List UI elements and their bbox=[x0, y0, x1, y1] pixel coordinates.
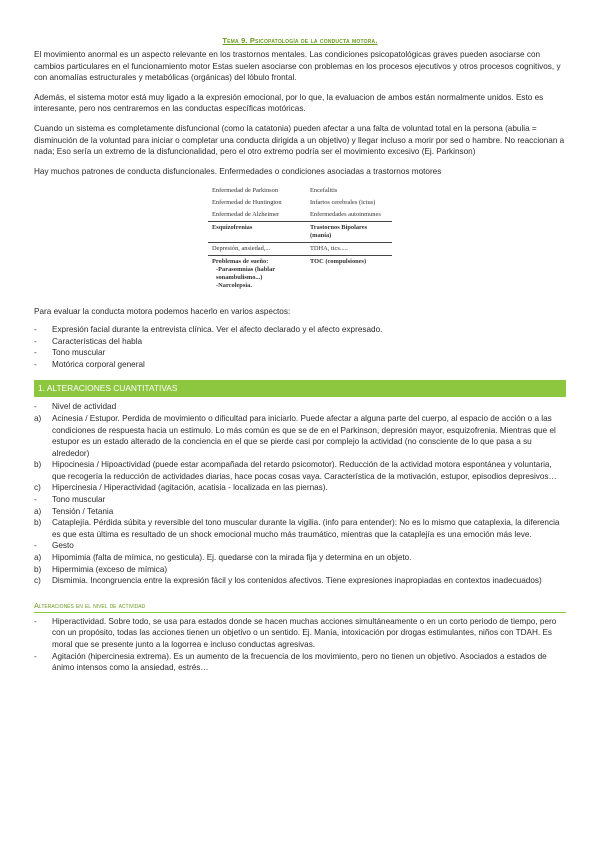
table-cell: Enfermedades autoinmunes bbox=[310, 211, 381, 219]
table-row bbox=[208, 197, 392, 209]
list-item bbox=[34, 413, 566, 459]
list-marker: c) bbox=[34, 483, 41, 493]
list-item bbox=[34, 482, 566, 494]
list-item-text: Gesto bbox=[52, 541, 74, 551]
list-item-text: Características del habla bbox=[52, 336, 143, 346]
table-cell-text: Problemas de sueño: bbox=[212, 258, 269, 266]
list-item-text: Tono muscular bbox=[52, 495, 106, 505]
table-row bbox=[208, 209, 392, 222]
list-item bbox=[34, 506, 566, 518]
list-marker: b) bbox=[34, 564, 42, 574]
section-heading: 1. ALTERACIONES CUANTITATIVAS bbox=[34, 380, 566, 397]
list-marker: b) bbox=[34, 518, 42, 528]
list-item-text: Nivel de actividad bbox=[52, 402, 117, 412]
table-cell: Enfermedad de Parkinson bbox=[212, 187, 279, 195]
list-item bbox=[34, 552, 566, 564]
intro-paragraph-3: Cuando un sistema es completamente disfuncional (como la catatonia) pueden afectar a una falta de voluntad total en la persona (abulia = disminución de la voluntad para iniciar o completar una conducta dirigida a un objetivo) y llegar incluso a morir por sed o hambre. No reaccionan a nada; Eso sería un extremo de la disfuncionalidad, pero el otro extremo podría ser el movimiento excesivo (Ej. Parkinson) bbox=[34, 123, 565, 157]
table-cell: Esquizofrenias bbox=[208, 222, 306, 243]
list-marker: c) bbox=[34, 576, 41, 586]
table-cell: Infartos cerebrales (ictus) bbox=[310, 199, 376, 207]
subsection-heading: Alteraciones en el nivel de actividad bbox=[34, 601, 566, 613]
table-cell: Enfermedad de Alzheimer bbox=[212, 211, 280, 219]
list-item-text: Hipermimia (exceso de mímica) bbox=[52, 564, 168, 574]
table-row bbox=[208, 243, 392, 256]
document-page bbox=[34, 36, 566, 680]
list-item-text: Tensión / Tetania bbox=[52, 506, 114, 516]
list-marker: a) bbox=[34, 553, 42, 563]
list-item bbox=[34, 517, 566, 540]
list-item bbox=[34, 564, 566, 576]
table-cell: Trastornos Bipolares (manía) bbox=[306, 222, 392, 243]
list-item bbox=[34, 459, 566, 482]
table-row bbox=[208, 222, 392, 243]
table-cell-subtext: -Parasomnias (hablar sonambulismo...) bbox=[216, 266, 275, 282]
list-item: - Hiperactividad. Sobre todo, se usa para estados donde se hacen muchas acciones simultáneamente o en un corto periodo de tiempo, pero con un propósito, todas las acciones tienen un objetivo o un sentido. Ej. Manía, intoxicación por drogas estimulantes, niños con TDAH. Es moral que se presente junto a la logorrea e incluso conductas agresivas. bbox=[34, 616, 557, 649]
list-item bbox=[34, 575, 566, 587]
list-item: - Expresión facial durante la entrevista clínica. Ver el afecto declarado y el afecto expresado. bbox=[34, 324, 383, 334]
table-cell: TDHA, tics..... bbox=[306, 243, 392, 256]
list-marker: - bbox=[34, 495, 37, 505]
list-item-text: Tono muscular bbox=[52, 348, 106, 358]
evaluate-list bbox=[34, 324, 566, 370]
list-item-text: Dismimia. Incongruencia entre la expresión fácil y los contenidos afectivos. Tiene expresiones inapropiadas en contextos inadecuados) bbox=[52, 576, 542, 586]
list-item bbox=[34, 401, 566, 413]
list-item-text: Acinesia / Estupor. Perdida de movimiento o dificultad para iniciarlo. Puede afectar a alguna parte del cuerpo, al espacio de acción o a las condiciones de respuesta hacia un estimulo. Lo más común es que se de en el Parkinson, depresión mayor, esquizofrenia. Mientras que el estupor es un estado alterado de la conciencia en el que se pierde casi por complejo la actividad (no consciente de lo que pasa a su alrededor) bbox=[52, 413, 556, 458]
intro-paragraph-1: El movimiento anormal es un aspecto relevante en los trastornos mentales. Las condiciones psicopatológicas graves pueden asociarse con cambios particulares en el funcionamiento motor Estas suelen asociarse con problemas en los procesos ejecutivos y otros procesos cognitivos, y con anomalías estructurales y metabólicas (orgánicas) del lóbulo frontal. bbox=[34, 50, 561, 83]
list-item-text: Hipomimia (falta de mímica, no gesticula). Ej. quedarse con la mirada fija y determina en un objeto. bbox=[52, 553, 412, 563]
list-marker: a) bbox=[34, 413, 42, 423]
table-row bbox=[208, 256, 392, 293]
table-cell: Depresión, ansiedad,... bbox=[208, 243, 306, 256]
evaluate-intro: Para evaluar la conducta motora podemos hacerlo en varios aspectos: bbox=[34, 307, 291, 317]
list-marker: - bbox=[34, 402, 37, 412]
table-cell: Encefalitis bbox=[310, 187, 338, 195]
list-marker: a) bbox=[34, 506, 42, 516]
list-item-text: Hiperactividad. Sobre todo, se usa para estados donde se hacen muchas acciones simultáneamente o en un corto periodo de tiempo, pero con un propósito, todas las acciones tienen un objetivo o un sentido. Ej. Manía, intoxicación por drogas estimulantes, niños con TDAH. Es moral que se presente junto a la logorrea e incluso conductas agresivas. bbox=[52, 616, 557, 649]
page-title: Tema 9. Psicopatología de la conducta motora. bbox=[222, 36, 378, 45]
intro-paragraph-4: Hay muchos patrones de conducta disfuncionales. Enfermedades o condiciones asociadas a trastornos motores bbox=[34, 166, 442, 176]
list-item: - Tono muscular bbox=[34, 348, 106, 358]
list-item-text: Hipocinesia / Hipoactividad (puede estar acompañada del retardo psicomotor). Reducción de la actividad motora espontánea y voluntaria, que recogería la reducción de actividades diarias, hace pocas cosas vaya. Característica de la motivación, estupor, episodios depresivos… bbox=[52, 460, 557, 481]
list-marker: b) bbox=[34, 460, 42, 470]
quantitative-alterations-list bbox=[34, 401, 566, 587]
list-item-text: Motórica corporal general bbox=[52, 359, 145, 369]
list-item: - Agitación (hipercinesia extrema). Es un aumento de la frecuencia de los movimiento, pero no tienen un objetivo. Asociados a estados de ánimo intensos como la ansiedad, estrés… bbox=[34, 651, 547, 673]
list-item: - Características del habla bbox=[34, 336, 143, 346]
list-item-text: Cataplejía. Pérdida súbita y reversible del tono muscular durante la vigilia. (info para entender): No es lo mismo que cataplexia, la diferencia es que esta última es resultado de un shock emocional mucho más traumático, mientras que la cataplejía es una emoción más leve. bbox=[52, 518, 560, 539]
table-cell: Enfermedad de Huntington bbox=[212, 199, 282, 207]
list-item bbox=[34, 494, 566, 506]
table-row bbox=[208, 185, 392, 197]
list-item: - Motórica corporal general bbox=[34, 359, 145, 369]
intro-paragraph-2: Además, el sistema motor está muy ligado a la expresión emocional, por lo que, la evaluacion de ambos están normalmente unidos. Esto es interesante, pero nos centraremos en las conductas específicas motóricas. bbox=[34, 92, 544, 114]
list-marker: - bbox=[34, 541, 37, 551]
table-cell: TOC (compulsiones) bbox=[306, 256, 392, 293]
disorders-table-wrap bbox=[34, 185, 566, 292]
list-item-text: Expresión facial durante la entrevista clínica. Ver el afecto declarado y el afecto expresado. bbox=[52, 324, 383, 334]
list-item-text: Hipercinesia / Hiperactividad (agitación, acatisia - localizada en las piernas). bbox=[52, 483, 328, 493]
list-item-text: Agitación (hipercinesia extrema). Es un aumento de la frecuencia de los movimiento, pero no tienen un objetivo. Asociados a estados de ánimo intensos como la ansiedad, estrés… bbox=[52, 651, 547, 673]
disorders-table bbox=[208, 185, 392, 292]
table-cell-subtext: -Narcolepsia. bbox=[216, 282, 252, 290]
table-cell bbox=[208, 256, 306, 293]
activity-level-list bbox=[34, 616, 566, 674]
list-item bbox=[34, 540, 566, 552]
